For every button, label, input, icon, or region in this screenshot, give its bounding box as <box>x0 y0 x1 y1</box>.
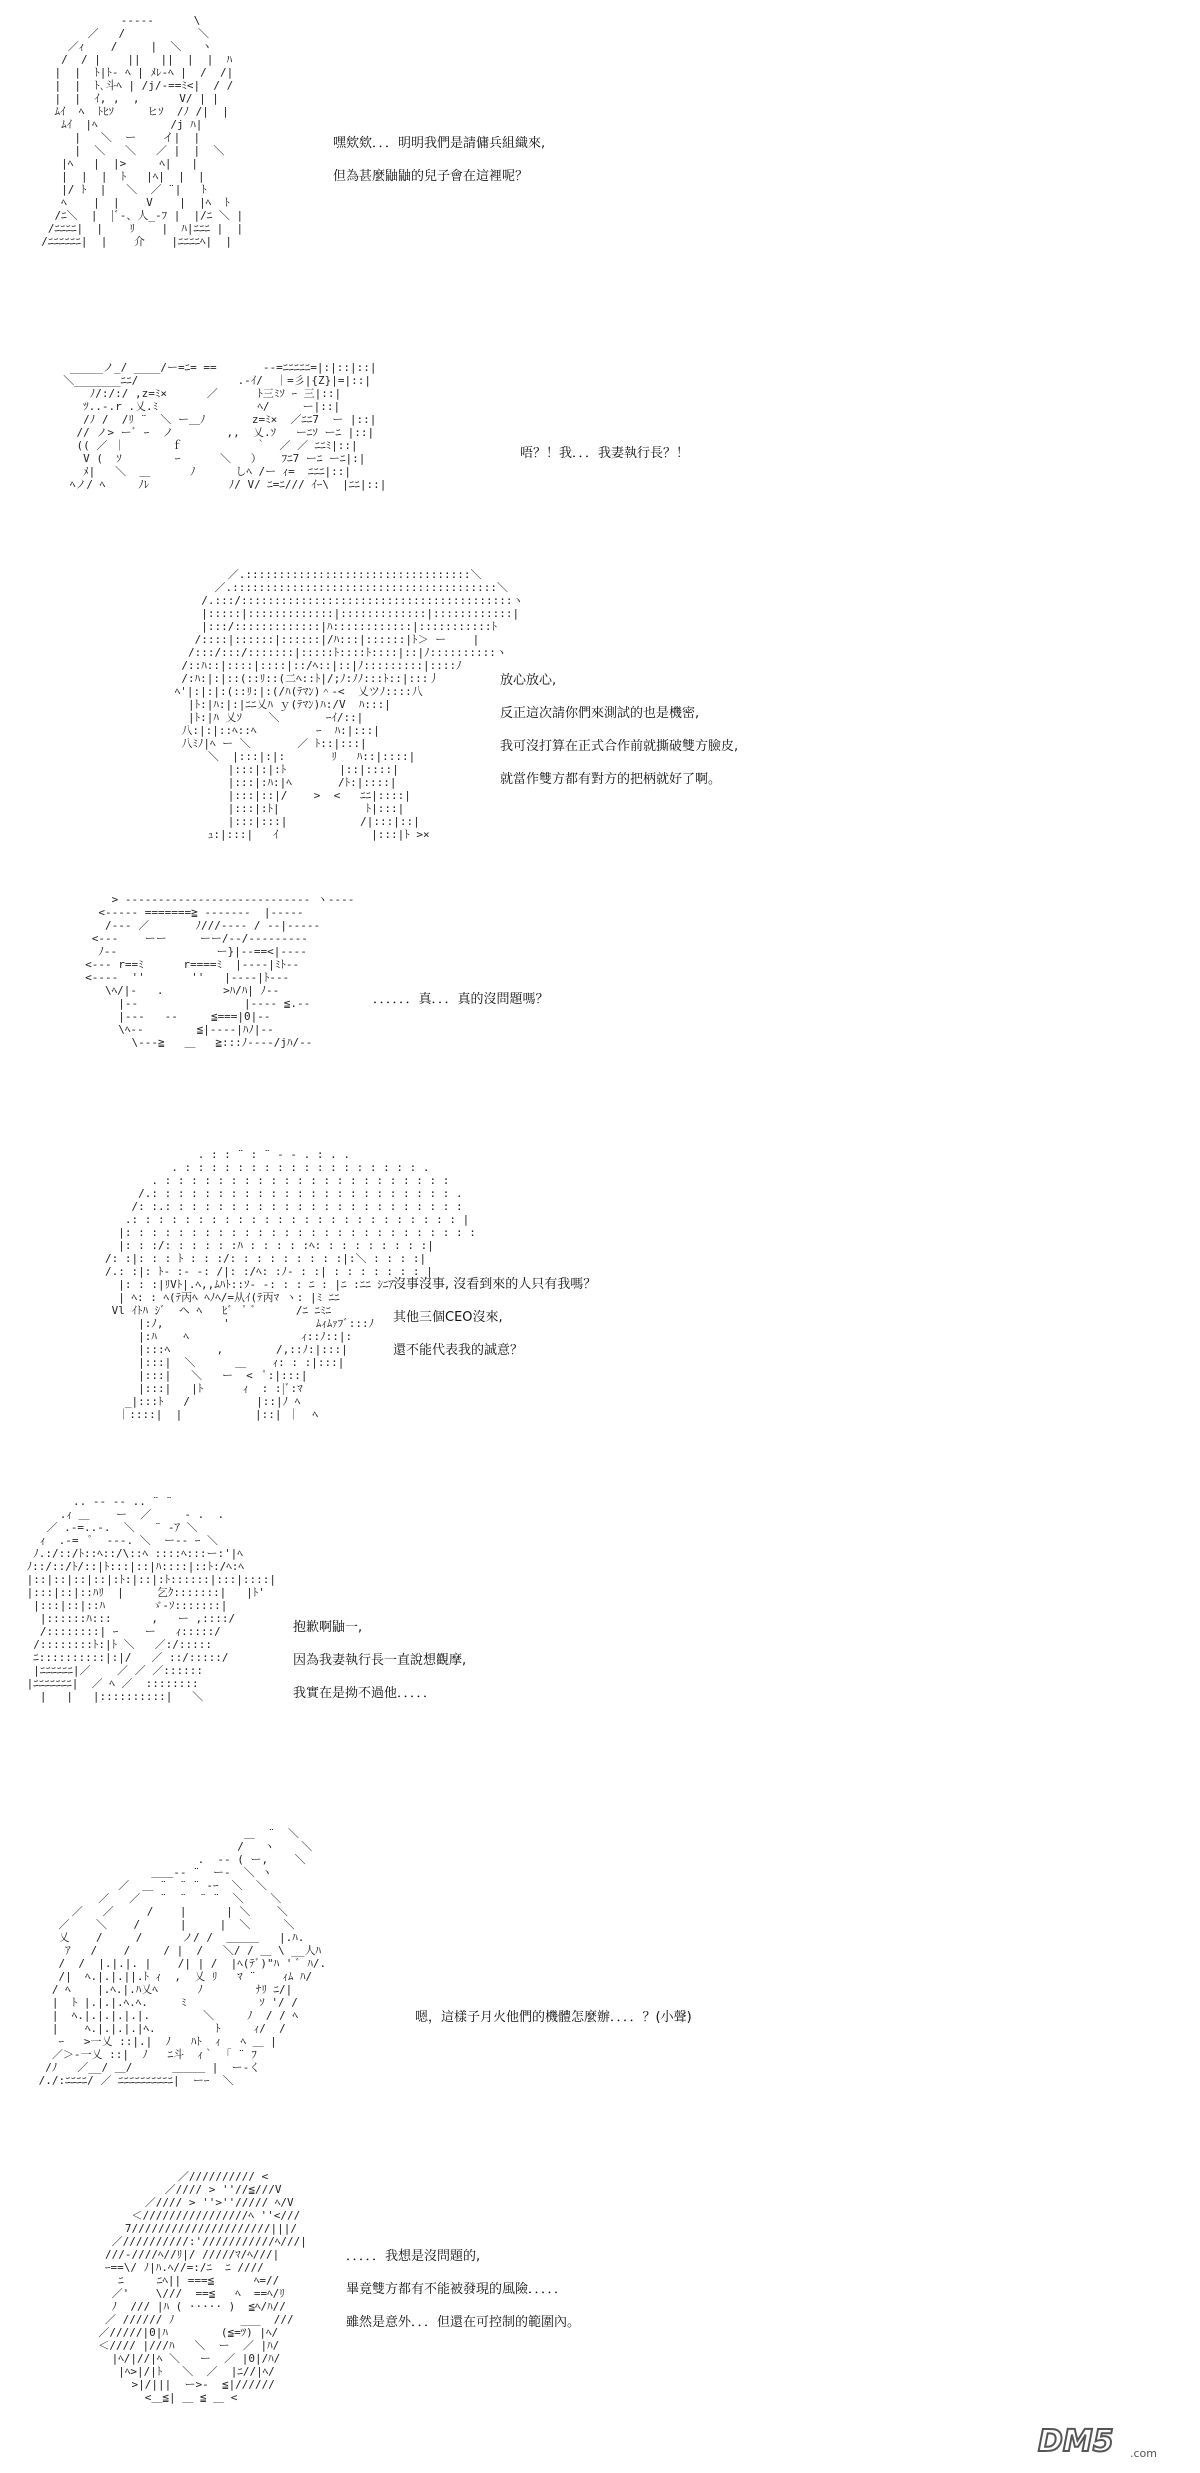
dialogue-line: 因為我妻執行長一直說想觀摩, <box>293 1653 467 1668</box>
dialogue-line: 唔？！我．．．我妻執行長？！ <box>520 446 690 461</box>
dialogue-line: 放心放心, <box>500 673 557 688</box>
aa-art-character-2: _____ノ_/ ____/ー=ﾆ= == --=ﾆﾆﾆﾆﾆ=|:|::|::| ＼_______ﾆﾆ/ .-ｲ/ ｜=彡|{Z}|=|::| ﾉ/:/:/ ,z=ﾐ× ／ ﾄ三ﾐｿ ｰ 三|::| ﾂ..-.r .乂.ﾐ ﾍ/ ー|::| /ﾉ / /ﾘ ¨ ＼ ー＿ﾉ z=ﾐ× ／ﾆﾆ7 ー |::| // ノ> ーﾞ ｰ ノ ,, 乂.ｿ ーﾆｿ ーﾆ |::| (( ／ ｜ ｆ ｀ ／ ／ ﾆﾆﾐ|::| V ( ｿ ｰ ＼ ） ﾌﾆ7 ーﾆ ーﾆ|:| ﾒ| ＼ ＿ ﾉ しﾍ /ー ｨ= ﾆﾆﾆ|::| ﾍノ/ ﾍ ﾉﾚ ﾉ/ V/ ﾆ=ﾆ/// ｲｰ\ |ﾆﾆ|::| <box>63 361 387 491</box>
panel-7 <box>0 1815 1200 2160</box>
panel-1 <box>0 0 1200 355</box>
dm5-logo-graphic <box>1032 2421 1182 2461</box>
dialogue-line: 抱歉啊鼬一, <box>293 1620 363 1635</box>
aa-art-character-8: ／////////// < ／//// > ''//≦///V ／//// > ''>''///// ﾍ/V ＜////////////////ﾍ ''</// 7/////////////////////|||/ ／//////////:'///////////ﾍ///| ///-////ﾍ//ﾘ|/ /////ﾏ/ﾍ///| ｰ==\/ ﾉ|ﾊ.ﾍ//=:/ﾆ ﾆ //// ﾆ ﾆﾍ|| ===≦ ﾍ=// ／' \/// ==≦ ﾍ ==ﾍ/ﾘ ﾉ /// |ﾊ ( ····· ) ≦ﾍ/ﾊ// ／ ////// ﾉ ___ /// ／/////|0|ﾊ (≦=ﾂ) |ﾍ/ ＜//// |///ﾊ ＼ ー ／ |ﾊ/ |ﾍ/|//|ﾍ ＼ ー ／ |0|/ﾊ/ |ﾍ>|/|ﾄ ＼ ／ |ﾆ//|ﾍ/ >|/||| ー>- ≦|////// <＿≦| ＿ ≦ ＿ < <box>98 2170 307 2404</box>
svg-text:.com: .com <box>1130 2447 1157 2460</box>
dialogue-line: 還不能代表我的誠意？ <box>393 1343 524 1358</box>
aa-art-character-6: .. -- ‐- .. ¨ ¨ .ｨ ＿ ー ／ - . . ／ .-=..-. ＼ ¨ -ｱ ＼ ｨ .-= ﾟ ---. ＼ ー-- ｰ ＼ ﾉ.:/::/ﾄ::ﾍ::/\::ﾍ ::::ﾍ:::ー:'|ﾍ ﾉ::/::/ﾄ/::|ﾄ:::|::|ﾊ::::|::ﾄ:/ﾍ:ﾍ |::|::|::|::|:ﾄ:|::|:ﾄ::::::|:::|::::| |:::|::|::ﾊﾘ | 乞ｸ:::::::| |ﾄ' |:::|::|::ﾊ ゞ-ｿ:::::::| |::::::ﾊ::: , ー ,::::/ /::::::::| ｰ ー ｨ:::::/ /::::::::ﾄ:|ﾄ ＼ ／:/::::: ﾆ::::::::::|:|/ ／ ::/:::::/ |ﾆﾆﾆﾆﾆﾆ|／ ／ ／ ／:::::: |ﾆﾆﾆﾆﾆﾆﾆ| ／ ﾍ ／ :::::::: | | |::::::::::| ＼ <box>26 1495 277 1703</box>
dialogue-line: 畢竟雙方都有不能被發現的風險．．．．． <box>346 2282 568 2297</box>
dialogue-4 <box>373 983 549 1016</box>
aa-art-character-1: ----- \ ／ / ＼ ／ｨ / | ＼ ヽ / / | || || | | ﾊ | | ﾄ|ﾄ- ﾍ | ﾒﾚ-ﾍ | / /| | | ﾄ､斗ﾍ | /j/-==ﾐ<| / / | | ｲ, , , V/ | | ﾑｲ ﾍ ﾄﾋｿ ヒｿ /ﾉ /| | ﾑｲ |ﾍ /j ﾊ| | ＼ ー イ| | | ＼ ＼ ／ | | ＼ |ﾍ | |> ﾍ| | | | | ﾄ |ﾍ| | | |/ ﾄ | ＼ ／ ¨| ﾄ ﾍ | | V | |ﾍ ﾄ /ﾆ＼ | |ﾞ-、人_-ﾌ | |/ﾆ ＼ | /ﾆﾆﾆﾆ| | ﾘ | ﾊ|ﾆﾆﾆ | | /ﾆﾆﾆﾆﾆﾆ| | 介 |ﾆﾆﾆﾆﾍ| | <box>41 14 244 248</box>
dialogue-7 <box>415 2001 692 2034</box>
dialogue-line: 我實在是拗不過他．．．．． <box>293 1686 437 1701</box>
dialogue-5 <box>393 1268 596 1367</box>
dialogue-line: 其他三個CEO沒來, <box>393 1310 503 1325</box>
panel-3 <box>0 560 1200 885</box>
dialogue-8 <box>346 2240 580 2339</box>
panel-2 <box>0 355 1200 560</box>
dialogue-line: 雖然是意外．．．但還在可控制的範圍內。 <box>346 2315 581 2330</box>
aa-art-character-4: > ---------------------------- ヽ---- <----- =======≧ ------- |----- /--- ／ ﾉ///---- / --|----- <--- ーー ーー/--/--------- ﾉ-- ー}|--==<|---- <--- r==ﾐ r====ﾐ |----|ﾐﾄ-- <---- '' '' |----|ﾄ--- \ﾍ/|- . >ﾊ/ﾊ| ﾉ-- |-- |---- ≦.-- |--- ‐‐ ≦===|0|-- \ﾍ-- ≦|----|ﾊﾉ|-- \---≧ ＿ ≧:::ﾉ----/jﾊ/-- <box>85 893 355 1049</box>
panel-8 <box>0 2160 1200 2473</box>
dialogue-line: 嘿欸欸．．．明明我們是請傭兵組織來, <box>333 136 546 151</box>
dialogue-6 <box>293 1611 466 1710</box>
dialogue-line: 我可沒打算在正式合作前就撕破雙方臉皮, <box>500 739 739 754</box>
aa-art-character-3: ／.::::::::::::::::::::::::::::::::::＼ ／.::::::::::::::::::::::::::::::::::::::::＼ /.:::/:::::::::::::::::::::::::::::::::::::::::ヽ |:::::|:::::::::::::|:::::::::::::|::::::::::::| |:::/:::::::::::::|ﾊ::::::::::::|:::::::::::ﾄ /::::|::::::|::::::|/ﾊ:::|::::::|ﾄ＞ ー | /:::/:::/:::::::|:::::ﾄ::::ﾄ::::|::|ﾉ::::::::::ヽ /::ﾊ::|::::|::::|::/ﾍ::|::|ﾉ:::::::::|::::ﾉ /:ﾊ:|:|::(::ﾘ::(二ﾍ::ﾄ|/;ﾉ:ﾉﾉ:::ﾄ::|:::丿 ﾍ'|:|:|:(::ﾘ:|:(/ﾊ(ﾃﾏﾝ)＾-< 乂ツﾉ::::八 |ﾄ:|ﾊ:|:|ﾆﾆ乂ﾊ ｙ(ﾃﾏﾝ)ﾊ:/V ﾊ:::| |ﾄ:|ﾊ 乂ｿ ＼ ｰｲ/::| 八:|:|::ﾍ::ﾍ ｰ ﾊ:|:::| 八ﾐﾉ|ﾍ ー ＼ ／ ﾄ::|:::| ＼ |:::|:|: ﾘ ﾊ::|::::| |:::|:|:ﾄ |::|::::| |:::|:ﾊ:|ﾍ /ﾄ:|::::| |:::|::|/ > < ﾆﾆ|::::| |:::|:ﾄ| ﾄ|:::| |:::|:::| /|:::|::| ｭ:|:::| ｲ |:::|ﾄ >× <box>174 568 524 841</box>
dialogue-1 <box>333 127 545 193</box>
aa-art-character-7: ＿ ¨ ＼ / ヽ ＼ . -- ( ー, ＼ ＿＿-- ¨ ー- ＼ ヽ ／ ＿ ¨ ¨ ¨ -ｰ ＼ ＼ ／ ／ ¨ ¨ ¨ ¨ ＼ ＼ ／ ／ / | | ＼ ＼ ／ ＼ / | | ＼ ＼ 乂 / / ノ/ / ＿＿＿ |.ﾊ. ｱ / / / | / ＼/ / ＿ \ __人ﾊ / / |.|.|. | /| | / |ﾍ(ﾃﾞ)"ﾊ ' ﾞ ﾊ/. /| ﾍ.|.|.||.ﾄ ｨ , 乂 ﾘ ﾏ ¨ ｨﾑ ﾊ/ / ﾍ |.ﾍ.|.ﾊ乂ﾍ ﾉ ﾅﾘ ﾆ/| | ﾄ |.|.|.ﾍ.ﾍ. ﾐ ｿ '/ / | ﾍ.|.|.|.|.|. ＼ ﾉ / / ﾍ | ﾍ.|.|.|.|ﾍ. ﾄ ｨ/ / ｰ >一乂 ::|.| ﾉ ﾊﾄ ｨ ﾍ ＿ | ／＞-一乂 ::| ﾉ ﾆ斗 ｨ｀ 「 ¨ ﾌ /ﾉ ／__/ ＿/ ＿＿＿ | ー-く /./:ﾆﾆﾆﾆ/ ／ ﾆﾆﾆﾆﾆﾆﾆﾆﾆﾆ| ーｰ ＼ <box>38 1827 327 2087</box>
aa-art-character-5: . : : ¨ : ¨ ‐ ‐ . : . . . : : : : : : : : : : : : : : : : : : . . : : : : : : : : : : : : : : : : : : : : : : /.: : : : : : : : : : : : : : : : : : : : : : : . /: :.: : : : : : : : : : : : : : : : : : : : : : : .: : : : : : : : : : : : : : : : : : : : : : : : : | |: : : : : : : : : : : : : : : : : : : : : : : : : : : |: : :/: : : : : :ﾊ : : : : :ﾍ: : : : : : : : :| /: :|: : : ﾄ : : :/: : : : : : : : :|:＼ : : : :| /.: :|: ﾄ- :- -: /|: :/ﾍ: :ﾉ- : :| : : : : : : : | |: : :|ﾘVﾄ|.ﾍ,,ﾑﾊﾄ::ｿ- -: : : ﾆ : |ﾆ :ﾆﾆ ｼﾆｱ | ﾍ: : ﾍ(ﾃ丙ﾍ ﾍﾉﾍ/=从ｲ(ﾃ丙ﾏ ヽ: |ﾐ ﾆﾆ Vl ｲﾄﾊ ｼﾞ ヘ ﾍ ﾋﾞ ﾟ ﾞ /ﾆ ﾆﾐﾆ |:ﾉ, ' ﾑｨﾑｧﾌﾞ:::ﾉ |:ﾊ ﾍ ｨ::ﾉ::|: |:::ﾍ , /,::ﾉ:|:::| |:::| ＼ ＿ ｨ: : :|:::| |:::| ＼ ー < ﾟ:|:::| |:::| |ﾄ ｨ : :|ﾞ:ﾏ _|:::ﾄ / |::|ﾉ ﾍ ｜::::| | |::| ｜ ﾍ <box>104 1148 476 1421</box>
dm5-watermark-logo <box>1032 2421 1182 2461</box>
dialogue-line: ．．．．．我想是沒問題的, <box>346 2249 481 2264</box>
panel-6 <box>0 1485 1200 1815</box>
panel-5 <box>0 1140 1200 1485</box>
dialogue-line: 嗯，這樣子月火他們的機體怎麼辦．．．．？(小聲) <box>415 2010 692 2025</box>
dialogue-line: ．．．．．．真．．．真的沒問題嗎？ <box>373 992 549 1007</box>
svg-text:DM5: DM5 <box>1038 2424 1114 2459</box>
dialogue-line: 但為甚麼鼬鼬的兒子會在這裡呢？ <box>333 169 529 184</box>
dialogue-line: 就當作雙方都有對方的把柄就好了啊。 <box>500 772 722 787</box>
dialogue-2 <box>520 437 689 470</box>
dialogue-3 <box>500 664 738 796</box>
dialogue-line: 反正這次請你們來測試的也是機密, <box>500 706 700 721</box>
dialogue-line: 沒事沒事, 沒看到來的人只有我嗎？ <box>393 1277 597 1292</box>
panel-4 <box>0 885 1200 1140</box>
